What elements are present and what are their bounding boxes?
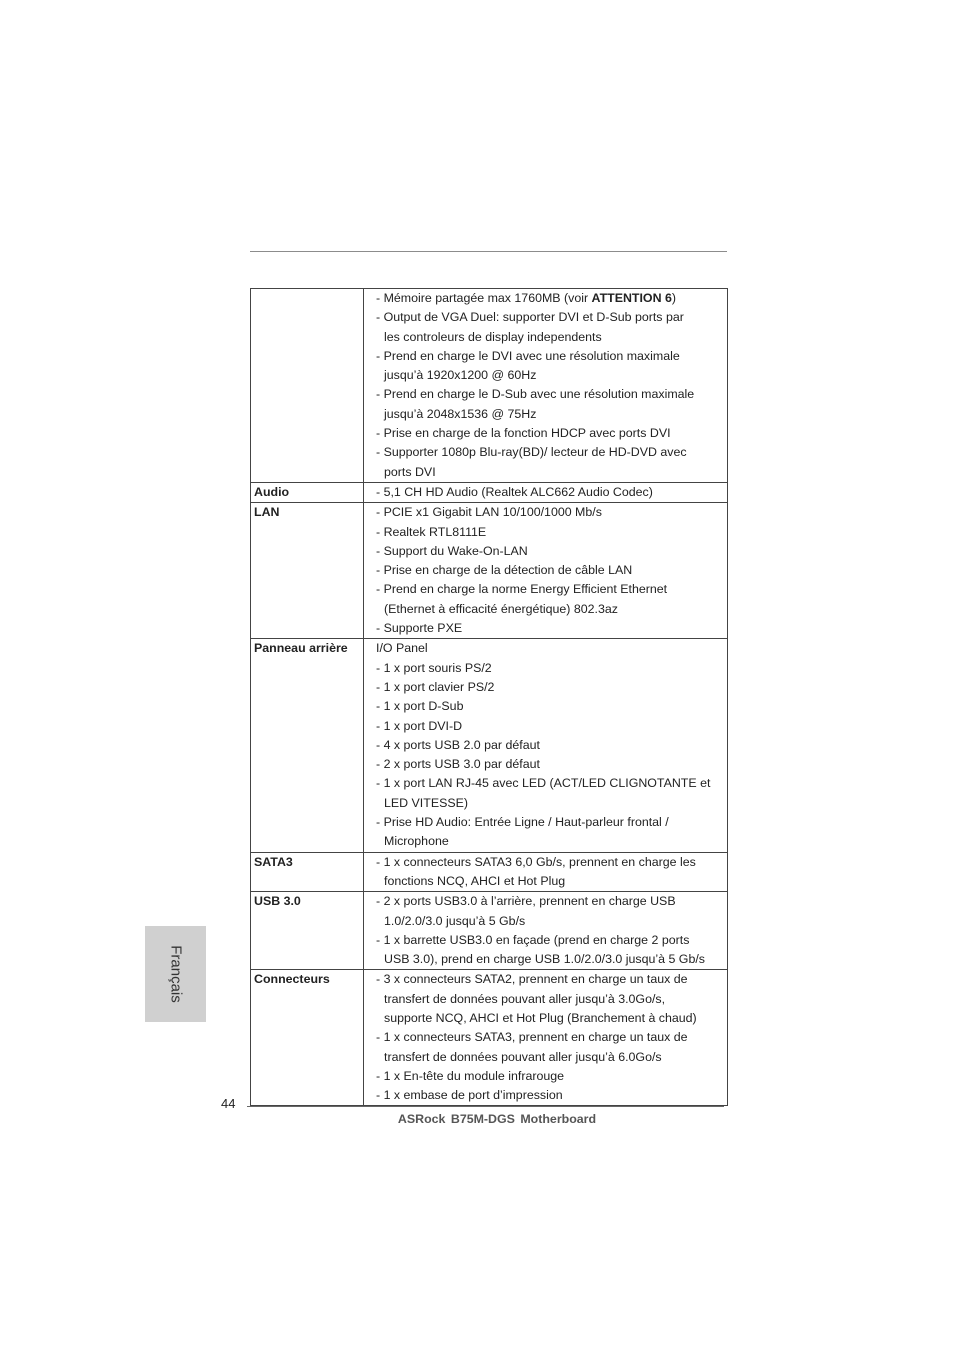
spec-label [251,289,364,483]
footer-divider [247,1106,724,1107]
spec-line: - Support du Wake-On-LAN [376,543,528,558]
spec-line: - 5,1 CH HD Audio (Realtek ALC662 Audio Codec) [376,484,653,499]
spec-row [251,852,728,892]
spec-line: - 3 x connecteurs SATA2, prennent en charge un taux de [376,972,688,987]
spec-values [364,503,728,639]
spec-line: - 1 x En-tête du module infrarouge [376,1068,565,1083]
spec-line: - Prise en charge de la détection de câble LAN [376,563,633,578]
spec-line: - 1 x connecteurs SATA3, prennent en charge un taux de [376,1030,688,1045]
spec-line: - Output de VGA Duel: supporter DVI et D-Sub ports par [376,310,684,325]
spec-label: LAN [251,503,364,639]
spec-line: les controleurs de display independents [384,329,602,344]
spec-line: fonctions NCQ, AHCI et Hot Plug [384,873,566,888]
spec-line: - 1 x port DVI-D [376,718,463,733]
spec-line: transfert de données pouvant aller jusqu’à 6.0Go/s [384,1049,662,1064]
spec-line: - 1 x port D-Sub [376,699,464,714]
spec-label: SATA3 [251,852,364,892]
spec-line: ports DVI [384,464,436,479]
spec-values [364,892,728,970]
spec-line: - Prend en charge le D-Sub avec une résolution maximale [376,387,695,402]
spec-table [250,288,728,1106]
spec-line: - Realtek RTL8111E [376,524,487,539]
spec-label: USB 3.0 [251,892,364,970]
spec-line-text: - Mémoire partagée max 1760MB (voir [376,291,592,305]
spec-row [251,639,728,852]
spec-line: transfert de données pouvant aller jusqu’à 3.0Go/s, [384,991,666,1006]
spec-line: - Supporter 1080p Blu-ray(BD)/ lecteur de HD-DVD avec [376,445,687,460]
spec-line: Microphone [384,834,449,849]
spec-values [364,482,728,502]
spec-label: Panneau arrière [251,639,364,852]
spec-line: - PCIE x1 Gigabit LAN 10/100/1000 Mb/s [376,505,602,520]
spec-line-emphasis: ATTENTION 6 [591,291,672,305]
footer-product-name: ASRock B75M-DGS Motherboard [397,1112,597,1126]
language-tab [145,926,206,1022]
spec-values [364,852,728,892]
spec-line: - 1 x port LAN RJ-45 avec LED (ACT/LED CLIGNOTANTE et [376,776,711,791]
spec-line: - 1 x port souris PS/2 [376,660,492,675]
spec-line: - Supporte PXE [376,621,463,636]
spec-label: Connecteurs [251,970,364,1106]
spec-line: LED VITESSE) [384,795,469,810]
spec-table-body [251,289,728,1106]
spec-row [251,503,728,639]
page-number: 44 [221,1096,236,1111]
spec-line: - 4 x ports USB 2.0 par défaut [376,737,540,752]
spec-line: supporte NCQ, AHCI et Hot Plug (Branchement à chaud) [384,1010,697,1025]
spec-line: - Prise HD Audio: Entrée Ligne / Haut-parleur frontal / [376,815,669,830]
spec-line: USB 3.0), prend en charge USB 1.0/2.0/3.0 jusqu’à 5 Gb/s [384,952,705,967]
spec-line: - Prend en charge la norme Energy Efficient Ethernet [376,582,668,597]
spec-values [364,639,728,852]
spec-row [251,970,728,1106]
spec-line: 1.0/2.0/3.0 jusqu’à 5 Gb/s [384,913,526,928]
spec-line: - 2 x ports USB 3.0 par défaut [376,757,540,772]
spec-line: - 2 x ports USB3.0 à l’arrière, prennent en charge USB [376,894,676,909]
spec-line: - Prise en charge de la fonction HDCP avec ports DVI [376,426,671,441]
spec-line: - 1 x connecteurs SATA3 6,0 Gb/s, prennent en charge les [376,854,696,869]
spec-values [364,289,728,483]
spec-line: - 1 x port clavier PS/2 [376,679,495,694]
spec-row [251,482,728,502]
spec-label: Audio [251,482,364,502]
spec-values [364,970,728,1106]
spec-line: (Ethernet à efficacité énergétique) 802.3az [384,601,618,616]
spec-line: - 1 x embase de port d’impression [376,1088,563,1103]
spec-line: - 1 x barrette USB3.0 en façade (prend en charge 2 ports [376,932,690,947]
language-tab-label: Français [167,945,184,1003]
spec-line: jusqu’à 1920x1200 @ 60Hz [384,368,537,383]
spec-line: - Prend en charge le DVI avec une résolution maximale [376,348,680,363]
spec-row [251,289,728,483]
spec-line: I/O Panel [376,641,428,656]
top-divider [250,251,727,252]
spec-line [376,289,727,308]
spec-row [251,892,728,970]
spec-line: jusqu’à 2048x1536 @ 75Hz [384,406,537,421]
spec-line-text-end: ) [671,291,676,305]
